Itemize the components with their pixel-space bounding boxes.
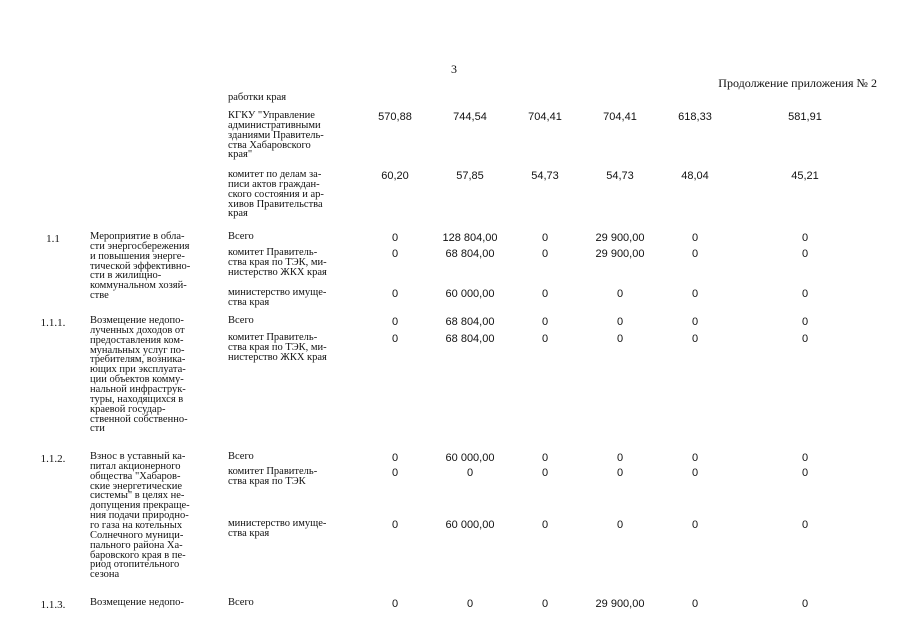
measure-name: Возмещение недопо- xyxy=(90,597,184,608)
amount-cell: 0 xyxy=(391,598,399,610)
amount-cell: 128 804,00 xyxy=(442,232,498,244)
amount-cell: 29 900,00 xyxy=(595,232,645,244)
amount-cell: 0 xyxy=(801,232,809,244)
amount-cell: 0 xyxy=(691,452,699,464)
amount-cell: 0 xyxy=(391,288,399,300)
amount-cell: 29 900,00 xyxy=(595,598,645,610)
amount-cell: 0 xyxy=(391,232,399,244)
amount-cell: 0 xyxy=(391,519,399,531)
amount-cell: 0 xyxy=(801,452,809,464)
funding-source: Всего xyxy=(228,315,254,326)
amount-cell: 0 xyxy=(691,519,699,531)
amount-cell: 0 xyxy=(616,452,624,464)
funding-source: министерство имуще- ства края xyxy=(228,518,327,539)
funding-source: Всего xyxy=(228,231,254,242)
amount-cell: 618,33 xyxy=(678,111,712,123)
amount-cell: 0 xyxy=(691,467,699,479)
amount-cell: 0 xyxy=(616,288,624,300)
amount-cell: 0 xyxy=(391,316,399,328)
amount-cell: 60 000,00 xyxy=(445,519,495,531)
amount-cell: 54,73 xyxy=(531,170,559,182)
amount-cell: 0 xyxy=(616,467,624,479)
row-number: 1.1.3. xyxy=(40,599,66,611)
funding-source: работки края xyxy=(228,92,287,103)
amount-cell: 704,41 xyxy=(603,111,637,123)
amount-cell: 0 xyxy=(541,248,549,260)
amount-cell: 60 000,00 xyxy=(445,288,495,300)
amount-cell: 0 xyxy=(466,467,474,479)
amount-cell: 48,04 xyxy=(681,170,709,182)
amount-cell: 68 804,00 xyxy=(445,333,495,345)
amount-cell: 0 xyxy=(801,598,809,610)
amount-cell: 0 xyxy=(541,452,549,464)
amount-cell: 0 xyxy=(541,519,549,531)
amount-cell: 0 xyxy=(691,248,699,260)
amount-cell: 704,41 xyxy=(528,111,562,123)
funding-source: комитет по делам за- писи актов граждан- ского состояния и ар- хивов Правительства края xyxy=(228,169,324,220)
funding-source: комитет Правитель- ства края по ТЭК, ми- нистерство ЖКХ края xyxy=(228,332,327,363)
amount-cell: 0 xyxy=(801,316,809,328)
funding-source: комитет Правитель- ства края по ТЭК, ми- нистерство ЖКХ края xyxy=(228,247,327,278)
row-number: 1.1 xyxy=(46,233,60,245)
amount-cell: 0 xyxy=(541,232,549,244)
amount-cell: 57,85 xyxy=(456,170,484,182)
measure-name: Взнос в уставный ка- питал акционерного общества "Хабаров- ские энергетические системы" в целях не- допущения прекраще- ния подачи природно- го газа на котельных Солнечного муници- пального района Ха- баровского края в пе- риод отопительного сезона xyxy=(90,451,190,581)
amount-cell: 0 xyxy=(616,316,624,328)
amount-cell: 0 xyxy=(801,467,809,479)
amount-cell: 0 xyxy=(541,288,549,300)
funding-source: министерство имуще- ства края xyxy=(228,287,327,308)
amount-cell: 68 804,00 xyxy=(445,248,495,260)
amount-cell: 0 xyxy=(541,333,549,345)
measure-name: Мероприятие в обла- сти энергосбережения и повышения энерге- тической эффективно- сти в жилищно- коммунальном хозяй- стве xyxy=(90,231,191,302)
amount-cell: 60 000,00 xyxy=(445,452,495,464)
amount-cell: 0 xyxy=(691,232,699,244)
funding-source: Всего xyxy=(228,451,254,462)
amount-cell: 60,20 xyxy=(381,170,409,182)
funding-source: комитет Правитель- ства края по ТЭК xyxy=(228,466,318,487)
amount-cell: 0 xyxy=(691,598,699,610)
amount-cell: 0 xyxy=(616,333,624,345)
amount-cell: 0 xyxy=(466,598,474,610)
amount-cell: 744,54 xyxy=(453,111,487,123)
amount-cell: 0 xyxy=(541,316,549,328)
amount-cell: 0 xyxy=(391,333,399,345)
amount-cell: 0 xyxy=(801,288,809,300)
funding-source: КГКУ "Управление административными зданиями Правитель- ства Хабаровского края" xyxy=(228,110,324,161)
amount-cell: 0 xyxy=(391,452,399,464)
measure-name: Возмещение недопо- лученных доходов от предоставления ком- мунальных услуг по- требителям, возника- ющих при эксплуата- ции объектов комму- нальной инфраструк- туры, находящихся в краевой государ- ственной собственно- сти xyxy=(90,315,188,435)
amount-cell: 0 xyxy=(801,519,809,531)
amount-cell: 0 xyxy=(691,288,699,300)
continuation-heading: Продолжение приложения № 2 xyxy=(718,76,877,90)
amount-cell: 0 xyxy=(391,248,399,260)
funding-source: Всего xyxy=(228,597,254,608)
amount-cell: 29 900,00 xyxy=(595,248,645,260)
amount-cell: 0 xyxy=(616,519,624,531)
amount-cell: 54,73 xyxy=(606,170,634,182)
row-number: 1.1.2. xyxy=(40,453,66,465)
row-number: 1.1.1. xyxy=(40,317,66,329)
amount-cell: 0 xyxy=(691,333,699,345)
page-number: 3 xyxy=(451,62,457,76)
amount-cell: 0 xyxy=(541,598,549,610)
amount-cell: 570,88 xyxy=(378,111,412,123)
amount-cell: 68 804,00 xyxy=(445,316,495,328)
amount-cell: 0 xyxy=(691,316,699,328)
amount-cell: 581,91 xyxy=(788,111,822,123)
amount-cell: 0 xyxy=(541,467,549,479)
amount-cell: 45,21 xyxy=(791,170,819,182)
amount-cell: 0 xyxy=(801,248,809,260)
amount-cell: 0 xyxy=(801,333,809,345)
amount-cell: 0 xyxy=(391,467,399,479)
